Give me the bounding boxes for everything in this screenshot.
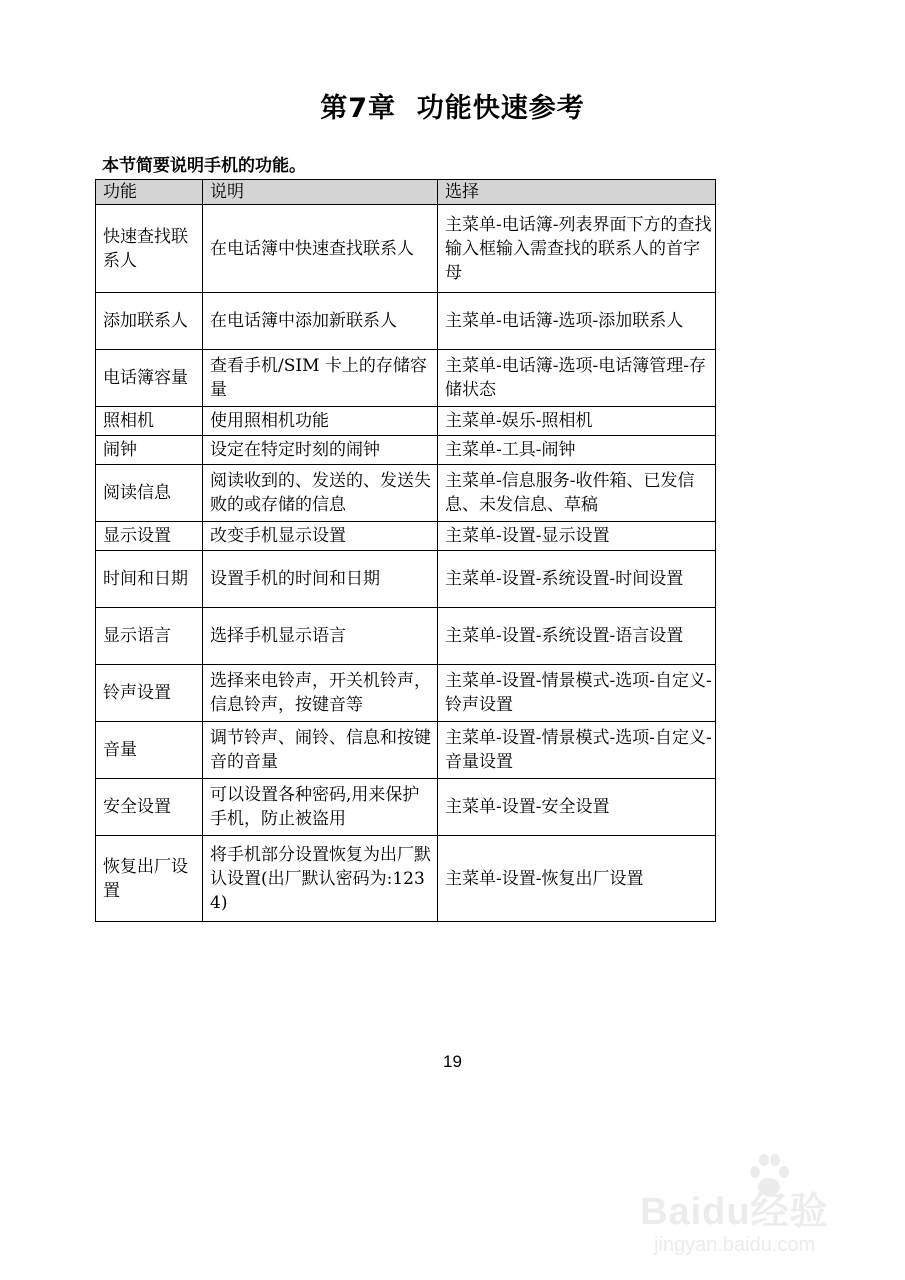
watermark-logo bbox=[640, 1180, 829, 1235]
selection-cell: 主菜单-设置-系统设置-时间设置 bbox=[438, 551, 716, 608]
description-cell: 改变手机显示设置 bbox=[203, 522, 438, 551]
column-header-selection: 选择 bbox=[438, 180, 716, 205]
function-reference-table bbox=[95, 179, 716, 922]
table-row bbox=[96, 465, 716, 522]
function-cell: 显示语言 bbox=[96, 608, 203, 665]
selection-cell: 主菜单-设置-情景模式-选项-自定义-音量设置 bbox=[438, 722, 716, 779]
watermark-logo-text: Baidu经验 bbox=[640, 1191, 829, 1233]
watermark-url: jingyan.baidu.com bbox=[654, 1234, 816, 1256]
function-cell: 时间和日期 bbox=[96, 551, 203, 608]
selection-cell: 主菜单-设置-系统设置-语言设置 bbox=[438, 608, 716, 665]
selection-cell: 主菜单-电话簿-选项-电话簿管理-存储状态 bbox=[438, 350, 716, 407]
selection-cell: 主菜单-工具-闹钟 bbox=[438, 436, 716, 465]
section-intro: 本节简要说明手机的功能。 bbox=[102, 156, 306, 176]
function-cell: 恢复出厂设置 bbox=[96, 836, 203, 922]
chapter-title: 第7章 功能快速参考 bbox=[320, 93, 585, 124]
description-cell: 在电话簿中添加新联系人 bbox=[203, 293, 438, 350]
description-cell: 设定在特定时刻的闹钟 bbox=[203, 436, 438, 465]
selection-cell: 主菜单-设置-显示设置 bbox=[438, 522, 716, 551]
function-cell: 安全设置 bbox=[96, 779, 203, 836]
description-cell: 查看手机/SIM 卡上的存储容量 bbox=[203, 350, 438, 407]
selection-cell: 主菜单-设置-情景模式-选项-自定义-铃声设置 bbox=[438, 665, 716, 722]
table-row bbox=[96, 836, 716, 922]
table-row bbox=[96, 205, 716, 293]
description-cell: 选择来电铃声，开关机铃声，信息铃声，按键音等 bbox=[203, 665, 438, 722]
table-row bbox=[96, 293, 716, 350]
table-row bbox=[96, 722, 716, 779]
description-cell: 调节铃声、闹铃、信息和按键音的音量 bbox=[203, 722, 438, 779]
table-row bbox=[96, 350, 716, 407]
table-row bbox=[96, 608, 716, 665]
column-header-function: 功能 bbox=[96, 180, 203, 205]
description-cell: 在电话簿中快速查找联系人 bbox=[203, 205, 438, 293]
selection-cell: 主菜单-电话簿-选项-添加联系人 bbox=[438, 293, 716, 350]
function-cell: 添加联系人 bbox=[96, 293, 203, 350]
baidu-watermark bbox=[640, 1150, 880, 1270]
function-cell: 照相机 bbox=[96, 407, 203, 436]
selection-cell: 主菜单-信息服务-收件箱、已发信息、未发信息、草稿 bbox=[438, 465, 716, 522]
function-cell: 快速查找联系人 bbox=[96, 205, 203, 293]
function-cell: 铃声设置 bbox=[96, 665, 203, 722]
description-cell: 选择手机显示语言 bbox=[203, 608, 438, 665]
table-row bbox=[96, 779, 716, 836]
table-row bbox=[96, 407, 716, 436]
description-cell: 可以设置各种密码,用来保护手机，防止被盗用 bbox=[203, 779, 438, 836]
function-cell: 阅读信息 bbox=[96, 465, 203, 522]
description-cell: 阅读收到的、发送的、发送失败的或存储的信息 bbox=[203, 465, 438, 522]
description-cell: 将手机部分设置恢复为出厂默认设置(出厂默认密码为:1234) bbox=[203, 836, 438, 922]
description-cell: 使用照相机功能 bbox=[203, 407, 438, 436]
selection-cell: 主菜单-设置-安全设置 bbox=[438, 779, 716, 836]
page-number: 19 bbox=[443, 1052, 462, 1071]
description-cell: 设置手机的时间和日期 bbox=[203, 551, 438, 608]
function-cell: 音量 bbox=[96, 722, 203, 779]
table-row bbox=[96, 522, 716, 551]
function-cell: 闹钟 bbox=[96, 436, 203, 465]
table-row bbox=[96, 551, 716, 608]
table-row bbox=[96, 665, 716, 722]
function-cell: 显示设置 bbox=[96, 522, 203, 551]
selection-cell: 主菜单-电话簿-列表界面下方的查找输入框输入需查找的联系人的首字母 bbox=[438, 205, 716, 293]
selection-cell: 主菜单-娱乐-照相机 bbox=[438, 407, 716, 436]
column-header-description: 说明 bbox=[203, 180, 438, 205]
selection-cell: 主菜单-设置-恢复出厂设置 bbox=[438, 836, 716, 922]
table-row bbox=[96, 436, 716, 465]
table-header-row bbox=[96, 180, 716, 205]
function-cell: 电话簿容量 bbox=[96, 350, 203, 407]
